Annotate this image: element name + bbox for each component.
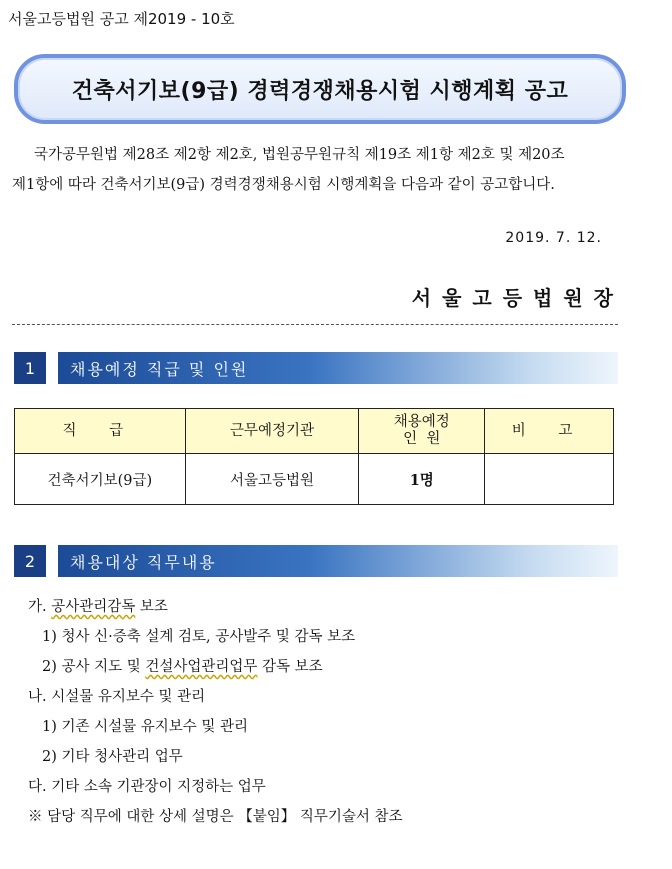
cell-grade: 건축서기보(9급) <box>15 454 186 505</box>
header-remark: 비 고 <box>485 409 614 454</box>
intro-line-1 <box>12 140 622 170</box>
header-count-line-2: 인 원 <box>403 431 441 447</box>
duty-list <box>28 592 403 832</box>
duty-a2-keyword: 건설사업관리업무 <box>145 659 258 675</box>
page-title: 건축서기보(9급) 경력경쟁채용시험 시행계획 공고 <box>71 78 569 104</box>
section-2-title: 채용대상 직무내용 <box>58 545 618 577</box>
list-item: 다. 기타 소속 기관장이 지정하는 업무 <box>28 779 266 795</box>
dashed-divider <box>12 324 618 325</box>
duty-a2-pre: 2) 공사 지도 및 <box>42 659 146 675</box>
intro-paragraph <box>12 140 622 200</box>
duty-a-keyword: 공사관리감독 <box>51 599 136 615</box>
list-item <box>28 652 403 682</box>
table-header-row <box>15 409 614 454</box>
cell-count: 1명 <box>359 454 485 505</box>
header-count-line-1: 채용예정 <box>393 414 450 430</box>
announcement-date: 2019. 7. 12. <box>505 230 602 246</box>
header-grade: 직 급 <box>15 409 186 454</box>
duty-a-prefix: 가. <box>28 599 52 615</box>
document-number: 서울고등법원 공고 제2019 - 10호 <box>8 10 235 28</box>
header-office: 근무예정기관 <box>185 409 359 454</box>
signer: 서울고등법원장 <box>411 286 624 310</box>
header-count <box>359 409 485 454</box>
note: ※ 담당 직무에 대한 상세 설명은 【붙임】 직무기술서 참조 <box>28 809 403 825</box>
list-item: 1) 청사 신·증축 설계 검토, 공사발주 및 감독 보조 <box>42 629 356 645</box>
recruitment-table <box>14 408 614 505</box>
list-item: 2) 기타 청사관리 업무 <box>42 749 183 765</box>
section-2-header <box>14 545 618 577</box>
table-row <box>15 454 614 505</box>
section-1-header <box>14 352 618 384</box>
list-item <box>28 592 403 622</box>
section-1-title: 채용예정 직급 및 인원 <box>58 352 618 384</box>
intro-line-1-text: 국가공무원법 제28조 제2항 제2호, 법원공무원규칙 제19조 제1항 제2호 및 제20조 <box>34 147 565 163</box>
title-banner <box>14 54 626 124</box>
duty-a-rest: 보조 <box>135 599 168 615</box>
section-2-number: 2 <box>14 545 46 577</box>
list-item: 나. 시설물 유지보수 및 관리 <box>28 689 206 705</box>
section-1-number: 1 <box>14 352 46 384</box>
duty-a2-rest: 감독 보조 <box>257 659 323 675</box>
cell-office: 서울고등법원 <box>185 454 359 505</box>
intro-line-2: 제1항에 따라 건축서기보(9급) 경력경쟁채용시험 시행계획을 다음과 같이 공고합니다. <box>12 177 555 193</box>
list-item: 1) 기존 시설물 유지보수 및 관리 <box>42 719 249 735</box>
cell-remark <box>485 454 614 505</box>
